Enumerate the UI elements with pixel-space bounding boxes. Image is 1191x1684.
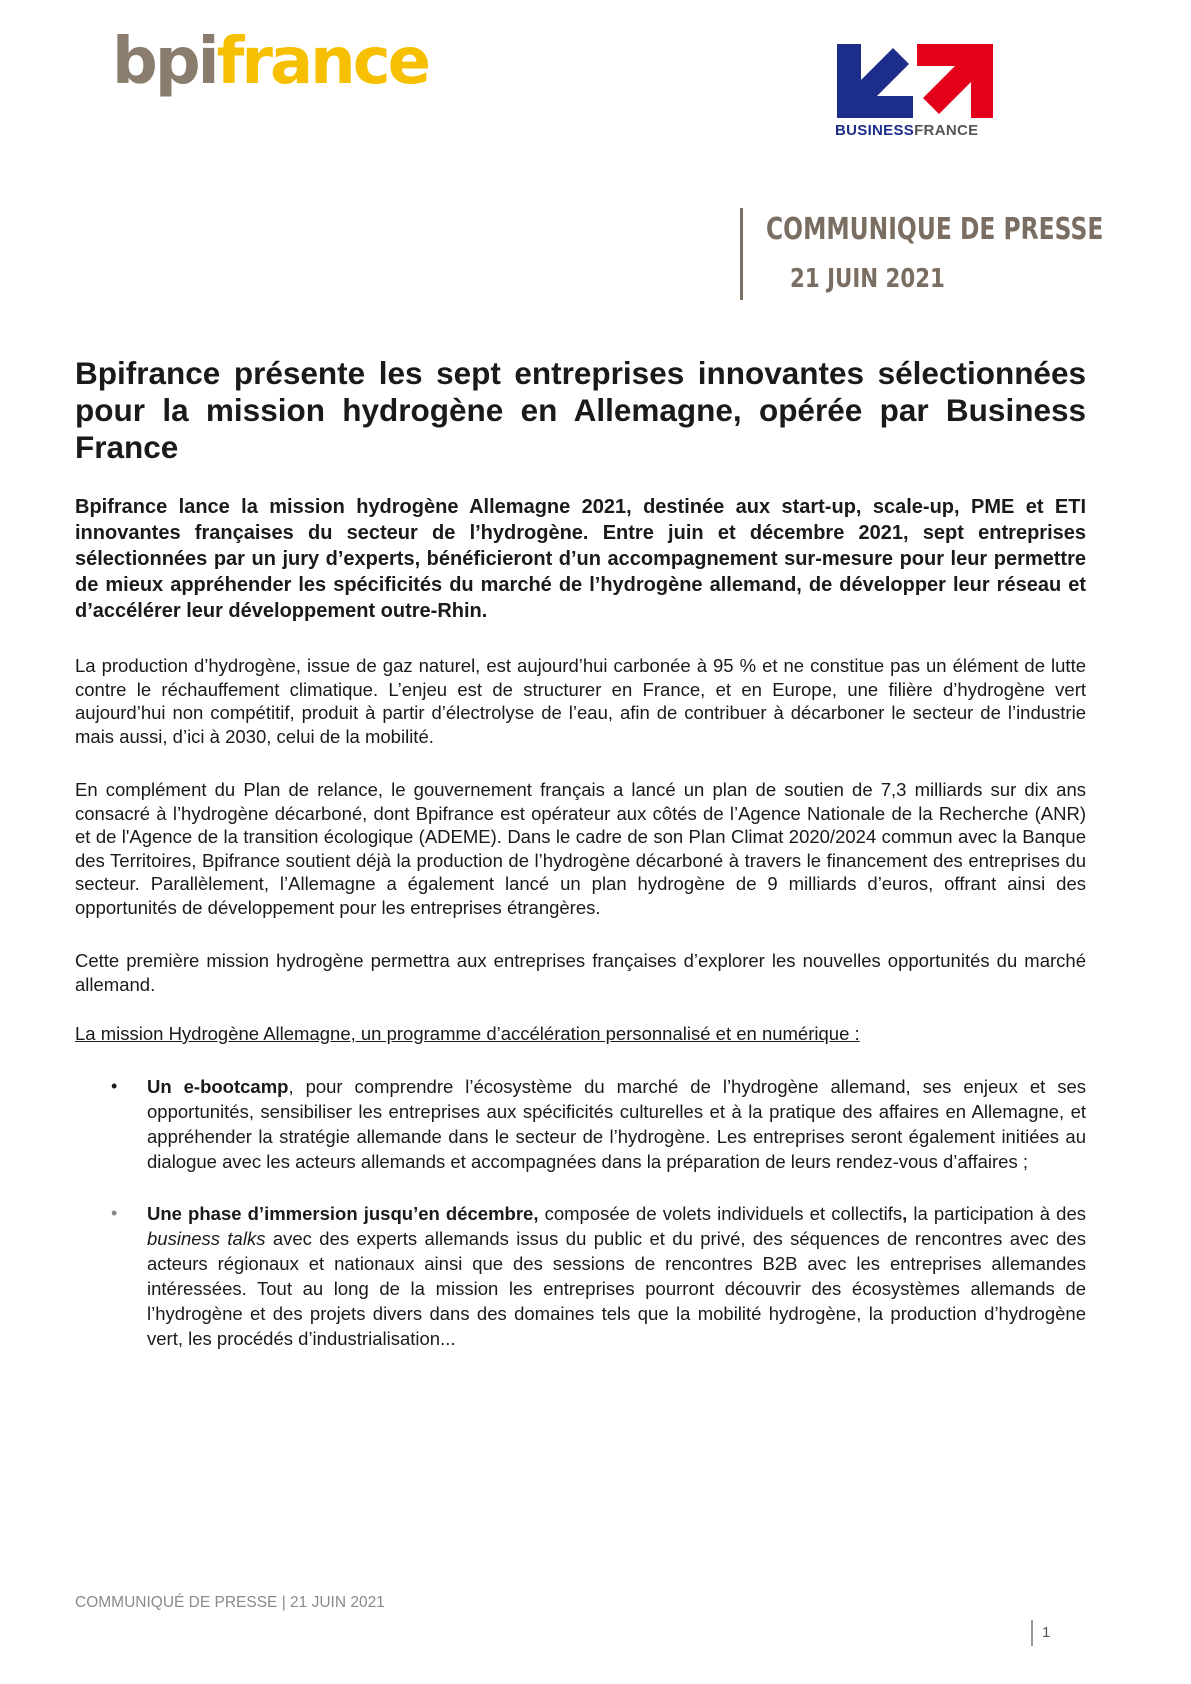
bullet-text-b: la participation à des [907, 1202, 1086, 1224]
bullet-icon: • [111, 1075, 118, 1096]
bullet-text-a: composée de volets individuels et collectifs [538, 1202, 903, 1224]
main-content [75, 355, 1086, 1378]
businessfrance-arrows-icon [835, 40, 995, 120]
bpifrance-logo-bpi: bpi [112, 25, 217, 99]
bullet-text: , pour comprendre l’écosystème du marché de l’hydrogène allemand, ses enjeux et ses opportunités, sensibiliser les entreprises aux spécificités culturelles et à la pratique des affaires en Allemagne, et appréhender la stratégie allemande dans le secteur de l’hydrogène. Les entreprises seront également initiées au dialogue avec les acteurs allemands et accompagnées dans la préparation de leurs rendez-vous d’affaires ; [147, 1075, 1087, 1172]
page-number: 1 [1042, 1624, 1051, 1641]
bullet-item-bootcamp [75, 1074, 1086, 1174]
bullet-bold: Une phase d’immersion jusqu’en décembre, [147, 1202, 539, 1224]
bf-france-text: FRANCE [914, 122, 979, 139]
bullet-text-c: avec des experts allemands issus du public et du privé, des séquences de rencontres avec des acteurs régionaux et nationaux ainsi que des sessions de rencontres B2B avec les entreprises allemandes intéressées. Tout au long de la mission les entreprises pourront découvrir des écosystèmes allemands de l’hydrogène et des projets divers dans des domaines tels que la mobilité hydrogène, la production d’hydrogène vert, les procédés d’industrialisation... [147, 1227, 1086, 1349]
bpifrance-logo-france: france [216, 25, 429, 99]
paragraph-2: En complément du Plan de relance, le gouvernement français a lancé un plan de soutien de 7,3 milliards sur dix ans consacré à l’hydrogène décarboné, dont Bpifrance est opérateur aux côtés de l’Agence Nationale de la Recherche (ANR) et de l'Agence de la transition écologique (ADEME). Dans le cadre de son Plan Climat 2020/2024 commun avec la Banque des Territoires, Bpifrance soutient déjà la production de l’hydrogène décarboné à travers le financement des entreprises du secteur. Parallèlement, l’Allemagne a également lancé un plan hydrogène de 9 milliards d’euros, offrant ainsi des opportunités de développement pour les entreprises étrangères. [75, 779, 1086, 918]
bullet-item-immersion [75, 1201, 1086, 1351]
paragraph-3: Cette première mission hydrogène permettra aux entreprises françaises d’explorer les nouvelles opportunités du marché allemand. [75, 950, 1086, 995]
bullet-list [75, 1074, 1086, 1351]
press-divider [740, 208, 743, 300]
bullet-bold-comma: , [902, 1202, 908, 1224]
lead-paragraph: Bpifrance lance la mission hydrogène Allemagne 2021, destinée aux start-up, scale-up, PME et ETI innovantes françaises du secteur de l’hydrogène. Entre juin et décembre 2021, sept entreprises sélectionnées par un jury d’experts, bénéficieront d’un accompagnement sur-mesure pour leur permettre de mieux appréhender les spécificités du marché de l’hydrogène allemand, de développer leur réseau et d’accélérer leur développement outre-Rhin. [75, 496, 1086, 622]
bpifrance-logo [112, 25, 429, 99]
bf-business-text: BUSINESS [835, 122, 915, 139]
paragraph-1: La production d’hydrogène, issue de gaz naturel, est aujourd’hui carbonée à 95 % et ne constitue pas un élément de lutte contre le réchauffement climatique. L’enjeu est de structurer en France, et en Europe, une filière d’hydrogène vert aujourd’hui non compétitif, produit à partir d’électrolyse de l’eau, afin de contribuer à décarboner le secteur de l’industrie mais aussi, d’ici à 2030, celui de la mobilité. [75, 655, 1086, 747]
section-title: La mission Hydrogène Allemagne, un programme d’accélération personnalisé et en numérique : [75, 1023, 860, 1044]
page-number-divider [1031, 1620, 1033, 1646]
businessfrance-wordmark [835, 122, 995, 139]
bullet-icon: • [111, 1202, 118, 1223]
footer-label: COMMUNIQUÉ DE PRESSE | 21 JUIN 2021 [75, 1594, 385, 1611]
page-title: Bpifrance présente les sept entreprises innovantes sélectionnées pour la mission hydrogène en Allemagne, opérée par Business France [75, 355, 1086, 465]
businessfrance-logo [835, 40, 995, 139]
bullet-bold: Un e-bootcamp [147, 1075, 289, 1097]
bullet-italic: business talks [147, 1227, 266, 1249]
press-date: 21 JUIN 2021 [790, 264, 945, 294]
press-label: COMMUNIQUE DE PRESSE [766, 212, 1104, 247]
